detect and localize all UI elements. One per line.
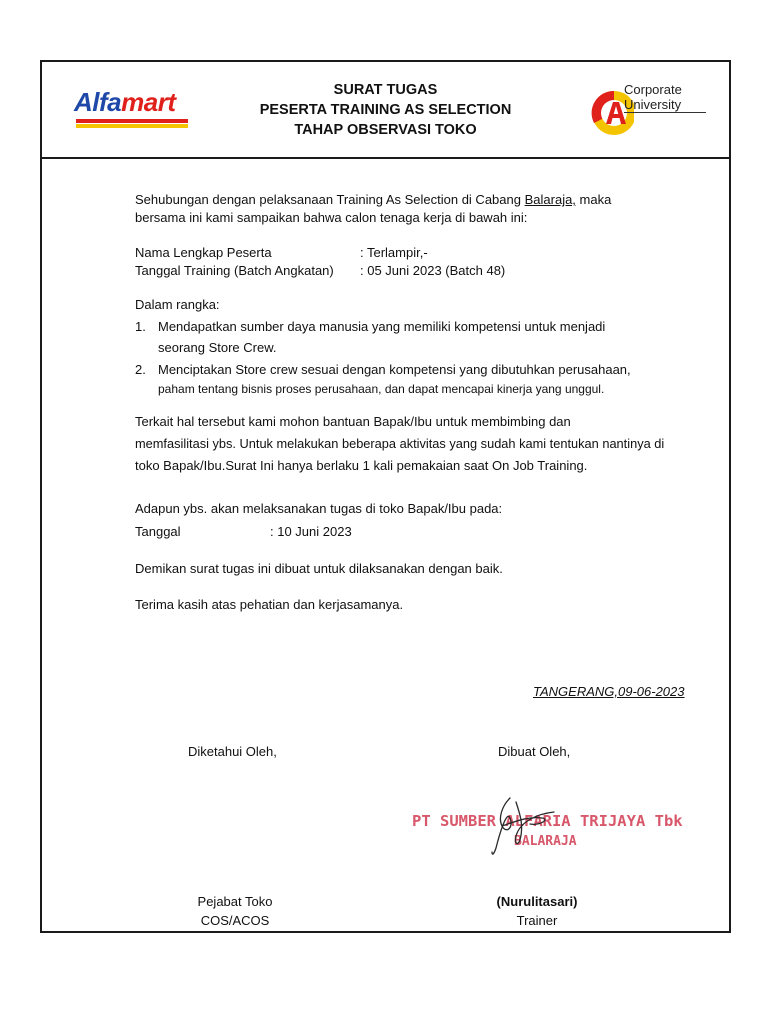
schedule-line: Adapun ybs. akan melaksanakan tugas di toko Bapak/Ibu pada: [135,501,503,516]
sign-right-name: (Nurulitasari) [496,894,578,909]
intro-line-1: Sehubungan dengan pelaksanaan Training As Selection di Cabang Balaraja, maka [135,192,612,207]
field-name-label: Nama Lengkap Peserta [135,245,272,260]
title-line-3: TAHAP OBSERVASI TOKO [294,122,477,138]
company-stamp-line-1: PT SUMBER ALFARIA TRIJAYA Tbk [412,812,683,830]
purpose-item-1-num: 1. [135,319,146,334]
company-stamp-line-2: BALARAJA [514,834,577,849]
purpose-heading: Dalam rangka: [135,297,220,312]
sign-right-title: Dibuat Oleh, [498,744,571,759]
cu-text-corporate: Corporate [624,82,682,97]
intro-line-2: bersama ini kami sampaikan bahwa calon tenaga kerja di bawah ini: [135,210,528,225]
sign-left-role: COS/ACOS [200,913,270,928]
purpose-item-2-line-1: Menciptakan Store crew sesuai dengan kompetensi yang dibutuhkan perusahaan, [158,362,631,377]
place-date: TANGERANG,09-06-2023 [533,684,685,699]
title-line-1: SURAT TUGAS [333,82,438,98]
purpose-item-2-line-2: paham tentang bisnis proses perusahaan, dan dapat mencapai kinerja yang unggul. [158,382,605,396]
field-name-value: : Terlampir,- [360,245,428,260]
request-line-2: memfasilitasi ybs. Untuk melakukan beberapa aktivitas yang sudah kami tentukan nantinya di [135,436,665,451]
purpose-item-1-line-1: Mendapatkan sumber daya manusia yang memiliki kompetensi untuk menjadi [158,319,606,334]
cu-text-university: University [624,97,682,112]
purpose-item-2-num: 2. [135,362,146,377]
field-date-label: Tanggal Training (Batch Angkatan) [135,263,334,278]
sign-right-role: Trainer [516,913,558,928]
field-date-value: : 05 Juni 2023 (Batch 48) [360,263,506,278]
schedule-date-label: Tanggal [135,524,181,539]
schedule-date-value: : 10 Juni 2023 [270,524,352,539]
branch-name: Balaraja, [524,192,576,207]
sign-left-name: Pejabat Toko [197,894,273,909]
request-line-1: Terkait hal tersebut kami mohon bantuan Bapak/Ibu untuk membimbing dan [135,414,571,429]
title-line-2: PESERTA TRAINING AS SELECTION [259,102,512,118]
purpose-item-1-line-2: seorang Store Crew. [158,340,277,355]
letter-header [42,62,729,159]
corporate-university-logo [590,80,710,142]
request-line-3: toko Bapak/Ibu.Surat Ini hanya berlaku 1 kali pemakaian saat On Job Training. [135,458,588,473]
sign-left-title: Diketahui Oleh, [188,744,277,759]
closing-line-2: Terima kasih atas pehatian dan kerjasamanya. [135,597,404,612]
closing-line-1: Demikan surat tugas ini dibuat untuk dilaksanakan dengan baik. [135,561,503,576]
alfamart-logo: Alfamart [74,88,192,130]
handwritten-signature-icon [480,792,570,860]
